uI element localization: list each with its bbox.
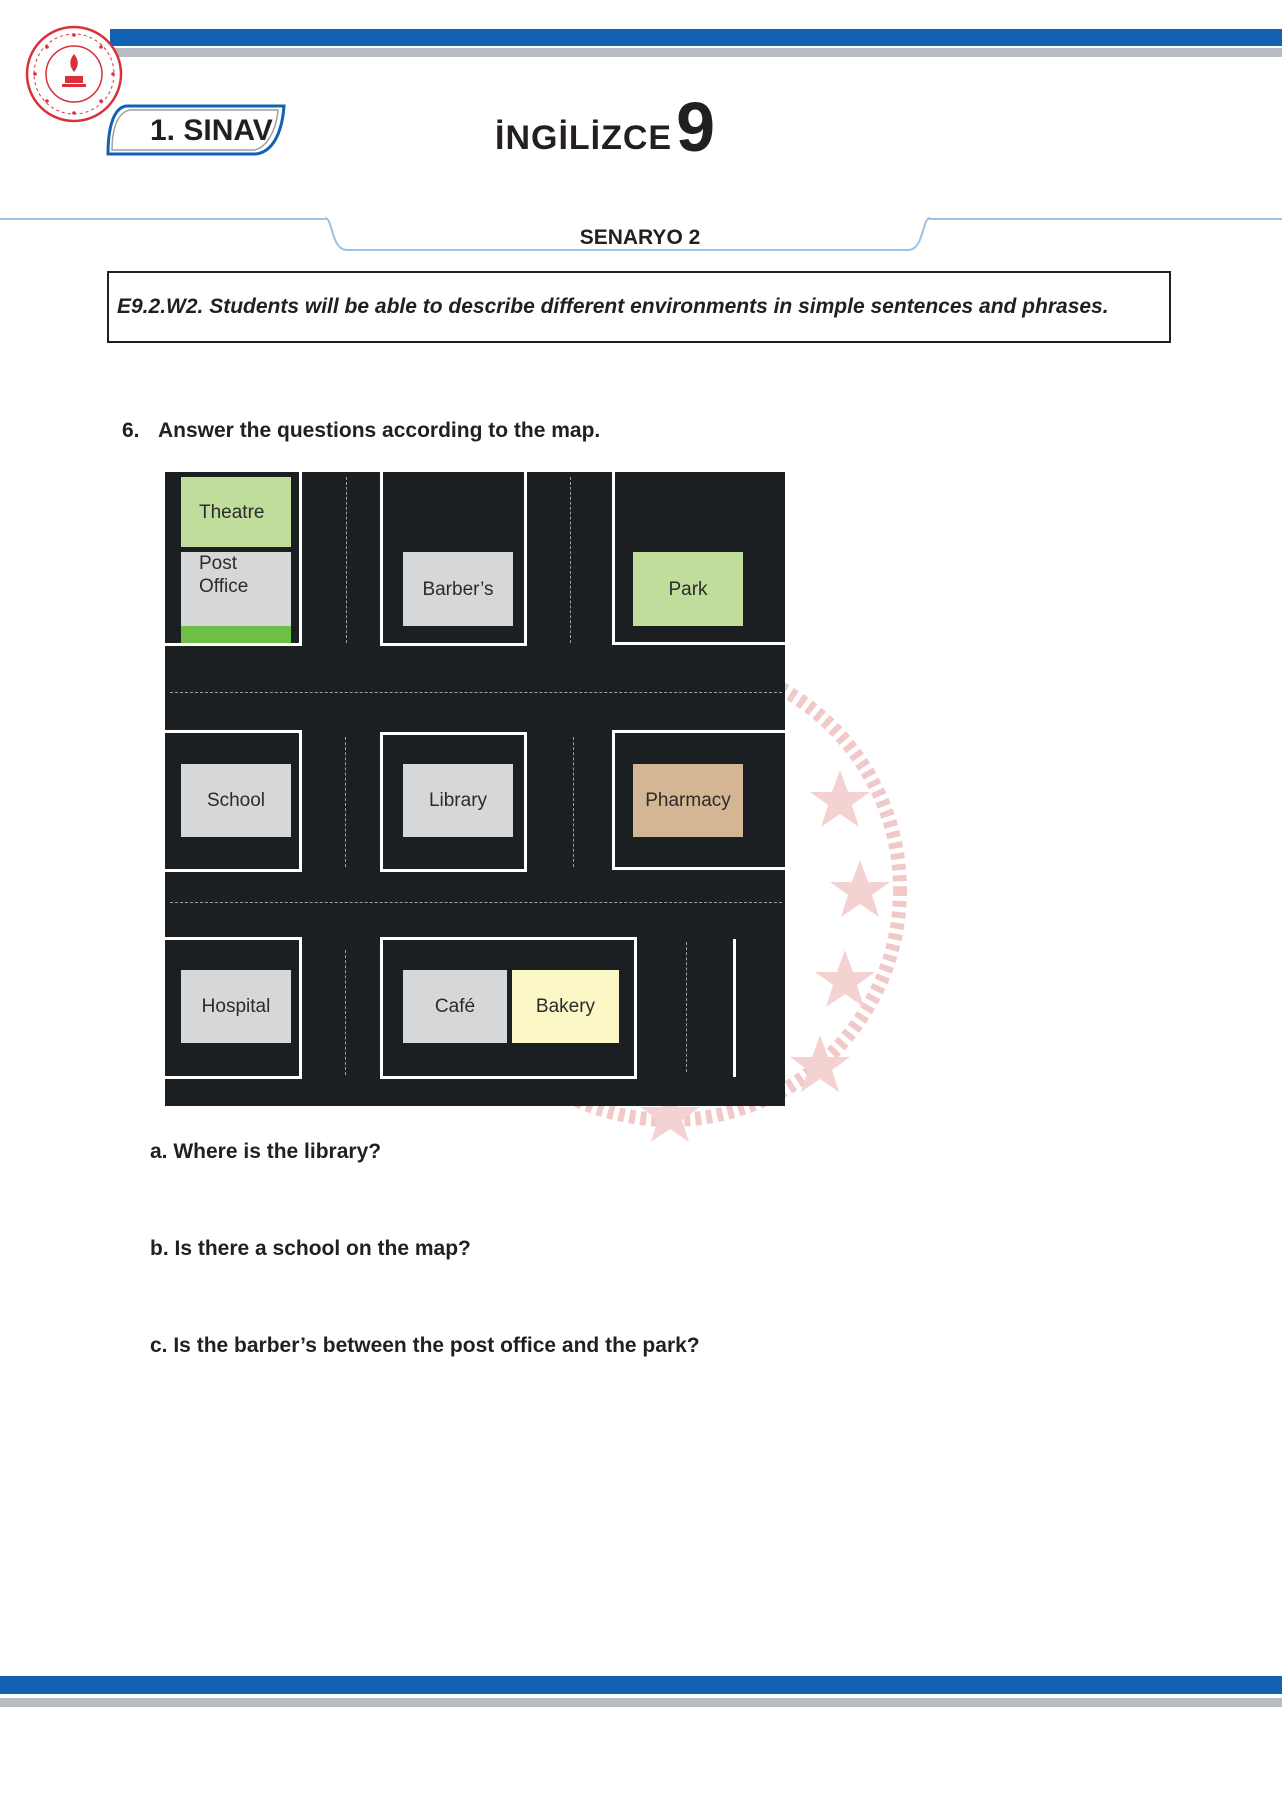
town-map xyxy=(165,472,785,1106)
road-lane-bottom-2 xyxy=(686,942,687,1072)
theatre-label: Theatre xyxy=(199,501,265,523)
library-label: Library xyxy=(428,790,488,811)
road-center-line-upper xyxy=(170,692,782,693)
post-office-label-line2: Office xyxy=(199,576,249,597)
exam-label: 1. SINAV xyxy=(150,114,273,147)
cafe-label: Café xyxy=(434,996,476,1017)
road-lane-top-1 xyxy=(346,477,347,643)
sub-question-b: b. Is there a school on the map? xyxy=(150,1237,471,1260)
scenario-title: SENARYO 2 xyxy=(579,226,701,249)
road-center-line-lower xyxy=(170,902,782,903)
post-office-label-line1: Post xyxy=(199,553,238,574)
building-school xyxy=(181,764,291,837)
subject-title xyxy=(495,88,717,166)
building-park xyxy=(633,552,743,626)
sub-question-c: c. Is the barber’s between the post office and the park? xyxy=(150,1334,700,1357)
building-barbers xyxy=(403,552,513,626)
building-pharmacy xyxy=(633,764,743,837)
header-gray-bar xyxy=(110,48,1282,57)
building-theatre xyxy=(181,477,291,547)
building-post-office xyxy=(181,552,291,626)
road-lane-mid-1 xyxy=(345,737,346,867)
objective-box xyxy=(107,271,1171,343)
sub-question-a: a. Where is the library? xyxy=(150,1140,382,1163)
hospital-label: Hospital xyxy=(201,996,271,1017)
barbers-label: Barber’s xyxy=(422,578,494,600)
building-hospital xyxy=(181,970,291,1043)
header-blue-bar xyxy=(110,29,1282,46)
question-number: 6. xyxy=(122,419,140,442)
footer-blue-bar xyxy=(0,1676,1282,1694)
building-cafe xyxy=(403,970,507,1043)
question-6 xyxy=(122,419,600,443)
road-lane-mid-2 xyxy=(573,737,574,867)
park-label: Park xyxy=(668,578,708,600)
building-bakery xyxy=(512,970,619,1043)
pharmacy-label: Pharmacy xyxy=(645,790,731,811)
road-lane-top-2 xyxy=(570,477,571,643)
road-lane-bottom-1 xyxy=(345,950,346,1075)
footer-gray-bar xyxy=(0,1698,1282,1707)
objective-text: E9.2.W2. Students will be able to describe different environments in simple sentences and phrases. xyxy=(117,295,1109,318)
school-label: School xyxy=(206,790,266,811)
post-office-green-strip xyxy=(181,626,291,643)
building-library xyxy=(403,764,513,837)
subject-name: İNGİLİZCE xyxy=(495,119,673,157)
question-prompt: Answer the questions according to the map. xyxy=(158,419,601,442)
road-edge-line xyxy=(733,939,736,1077)
bakery-label: Bakery xyxy=(535,996,596,1017)
grade-number: 9 xyxy=(676,88,717,166)
